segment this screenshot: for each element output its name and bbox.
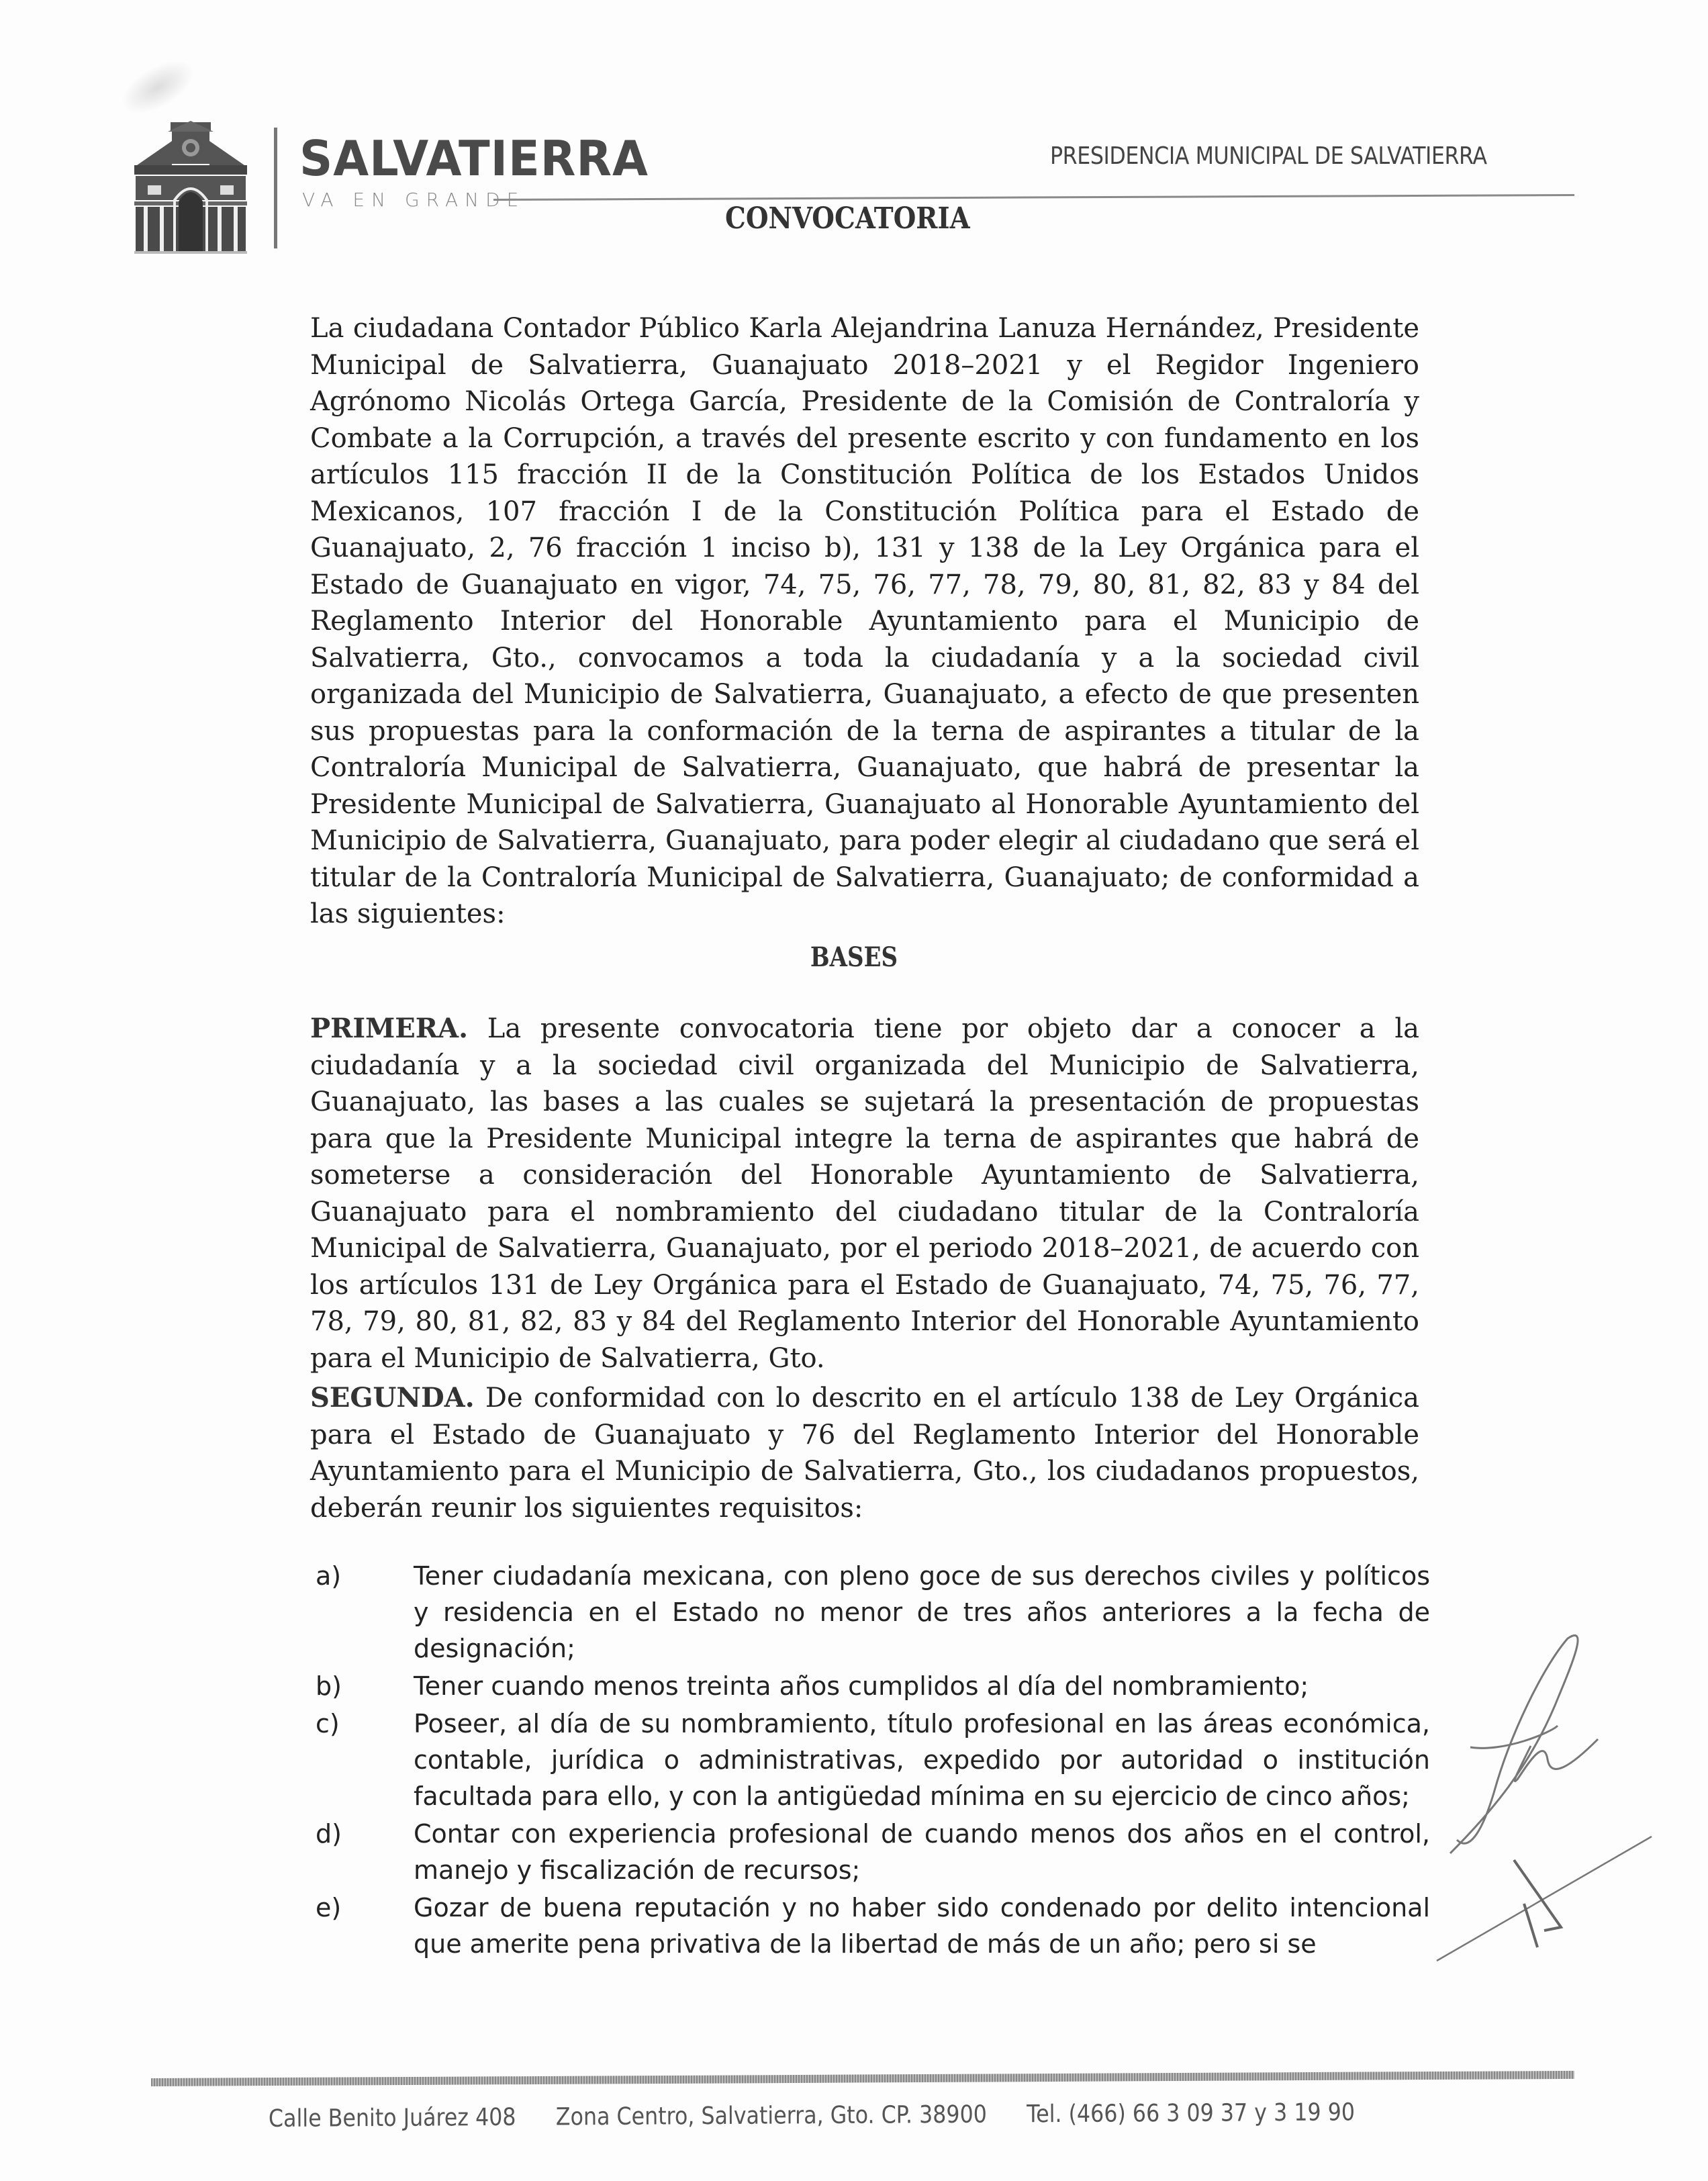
list-item — [316, 1706, 1430, 1814]
base-primera-text: La presente convocatoria tiene por objeto dar a conocer a la ciudadanía y a la sociedad civil organizada del Municipio de Salvatierra, Guanajuato, las bases a las cuales se sujetará la presentación de propuestas para que la Presidente Municipal integre la terna de aspirantes que habrá de someterse a consideración del Honorable Ayuntamiento de Salvatierra, Guanajuato para el nombramiento del ciudadano titular de la Contraloría Municipal de Salvatierra, Guanajuato, por el periodo 2018–2021, de acuerdo con los artículos 131 de Ley Orgánica para el Estado de Guanajuato, 74, 75, 76, 77, 78, 79, 80, 81, 82, 83 y 84 del Reglamento Interior del Honorable Ayuntamiento para el Municipio de Salvatierra, Gto. — [310, 1013, 1419, 1374]
scan-smudge — [113, 50, 203, 125]
footer-phone: Tel. (466) 66 3 09 37 y 3 19 90 — [1027, 2098, 1356, 2129]
list-item-letter: d) — [316, 1819, 342, 1849]
base-primera-label: PRIMERA. — [310, 1013, 468, 1044]
header-rule — [493, 194, 1574, 201]
logo-tagline: VA EN GRANDE — [302, 189, 526, 211]
church-facade-logo-icon — [134, 121, 247, 254]
list-item-text: Tener cuando menos treinta años cumplidos al día del nombramiento; — [414, 1671, 1309, 1701]
list-item — [316, 1668, 1430, 1704]
footer-contact — [269, 2098, 1388, 2133]
footer-zone: Zona Centro, Salvatierra, Gto. CP. 38900 — [555, 2100, 987, 2131]
list-item — [316, 1890, 1430, 1962]
list-item — [316, 1558, 1430, 1667]
list-item-letter: b) — [316, 1671, 342, 1701]
list-item-letter: a) — [316, 1561, 342, 1591]
footer-bar — [151, 2071, 1574, 2086]
bases-heading: BASES — [810, 941, 898, 973]
base-primera — [310, 1011, 1419, 1377]
list-item-letter: c) — [316, 1709, 340, 1738]
footer-address: Calle Benito Juárez 408 — [268, 2103, 516, 2133]
base-segunda-label: SEGUNDA. — [310, 1382, 475, 1413]
presidencia-title: PRESIDENCIA MUNICIPAL DE SALVATIERRA — [1050, 142, 1487, 170]
list-item-text: Contar con experiencia profesional de cuando menos dos años en el control, manejo y fiscalización de recursos; — [414, 1819, 1430, 1885]
list-item-text: Poseer, al día de su nombramiento, título profesional en las áreas económica, contable, jurídica o administrativas, expedido por autoridad o institución facultada para ello, y con la antigüedad mínima en su ejercicio de cinco años; — [414, 1709, 1430, 1811]
intro-paragraph: La ciudadana Contador Público Karla Alejandrina Lanuza Hernández, Presidente Municipal de Salvatierra, Guanajuato 2018–2021 y el Regidor Ingeniero Agrónomo Nicolás Ortega García, Presidente de la Comisión de Contraloría y Combate a la Corrupción, a través del presente escrito y con fundamento en los artículos 115 fracción II de la Constitución Política de los Estados Unidos Mexicanos, 107 fracción I de la Constitución Política para el Estado de Guanajuato, 2, 76 fracción 1 inciso b), 131 y 138 de la Ley Orgánica para el Estado de Guanajuato en vigor, 74, 75, 76, 77, 78, 79, 80, 81, 82, 83 y 84 del Reglamento Interior del Honorable Ayuntamiento para el Municipio de Salvatierra, Gto., convocamos a toda la ciudadanía y a la sociedad civil organizada del Municipio de Salvatierra, Guanajuato, a efecto de que presenten sus propuestas para la conformación de la terna de aspirantes a titular de la Contraloría Municipal de Salvatierra, Guanajuato, que habrá de presentar la Presidente Municipal de Salvatierra, Guanajuato al Honorable Ayuntamiento del Municipio de Salvatierra, Guanajuato, para poder elegir al ciudadano que será el titular de la Contraloría Municipal de Salvatierra, Guanajuato; de conformidad a las siguientes: — [310, 313, 1419, 929]
list-item-text: Tener ciudadanía mexicana, con pleno goce de sus derechos civiles y políticos y residencia en el Estado no menor de tres años anteriores a la fecha de designación; — [414, 1561, 1430, 1663]
list-item — [316, 1816, 1430, 1888]
document-title: CONVOCATORIA — [725, 201, 970, 236]
logo-divider — [274, 128, 277, 248]
list-item-text: Gozar de buena reputación y no haber sido condenado por delito intencional que amerite pena privativa de la libertad de más de un año; pero si se — [414, 1893, 1430, 1959]
base-segunda — [310, 1380, 1419, 1526]
requirements-list — [316, 1558, 1430, 1963]
base-segunda-text: De conformidad con lo descrito en el artículo 138 de Ley Orgánica para el Estado de Guanajuato y 76 del Reglamento Interior del Honorable Ayuntamiento para el Municipio de Salvatierra, Gto., los ciudadanos propuestos, deberán reunir los siguientes requisitos: — [310, 1383, 1419, 1524]
list-item-letter: e) — [316, 1893, 342, 1922]
logo-title: SALVATIERRA — [299, 130, 649, 187]
handwritten-signature-icon — [1430, 1612, 1699, 2001]
